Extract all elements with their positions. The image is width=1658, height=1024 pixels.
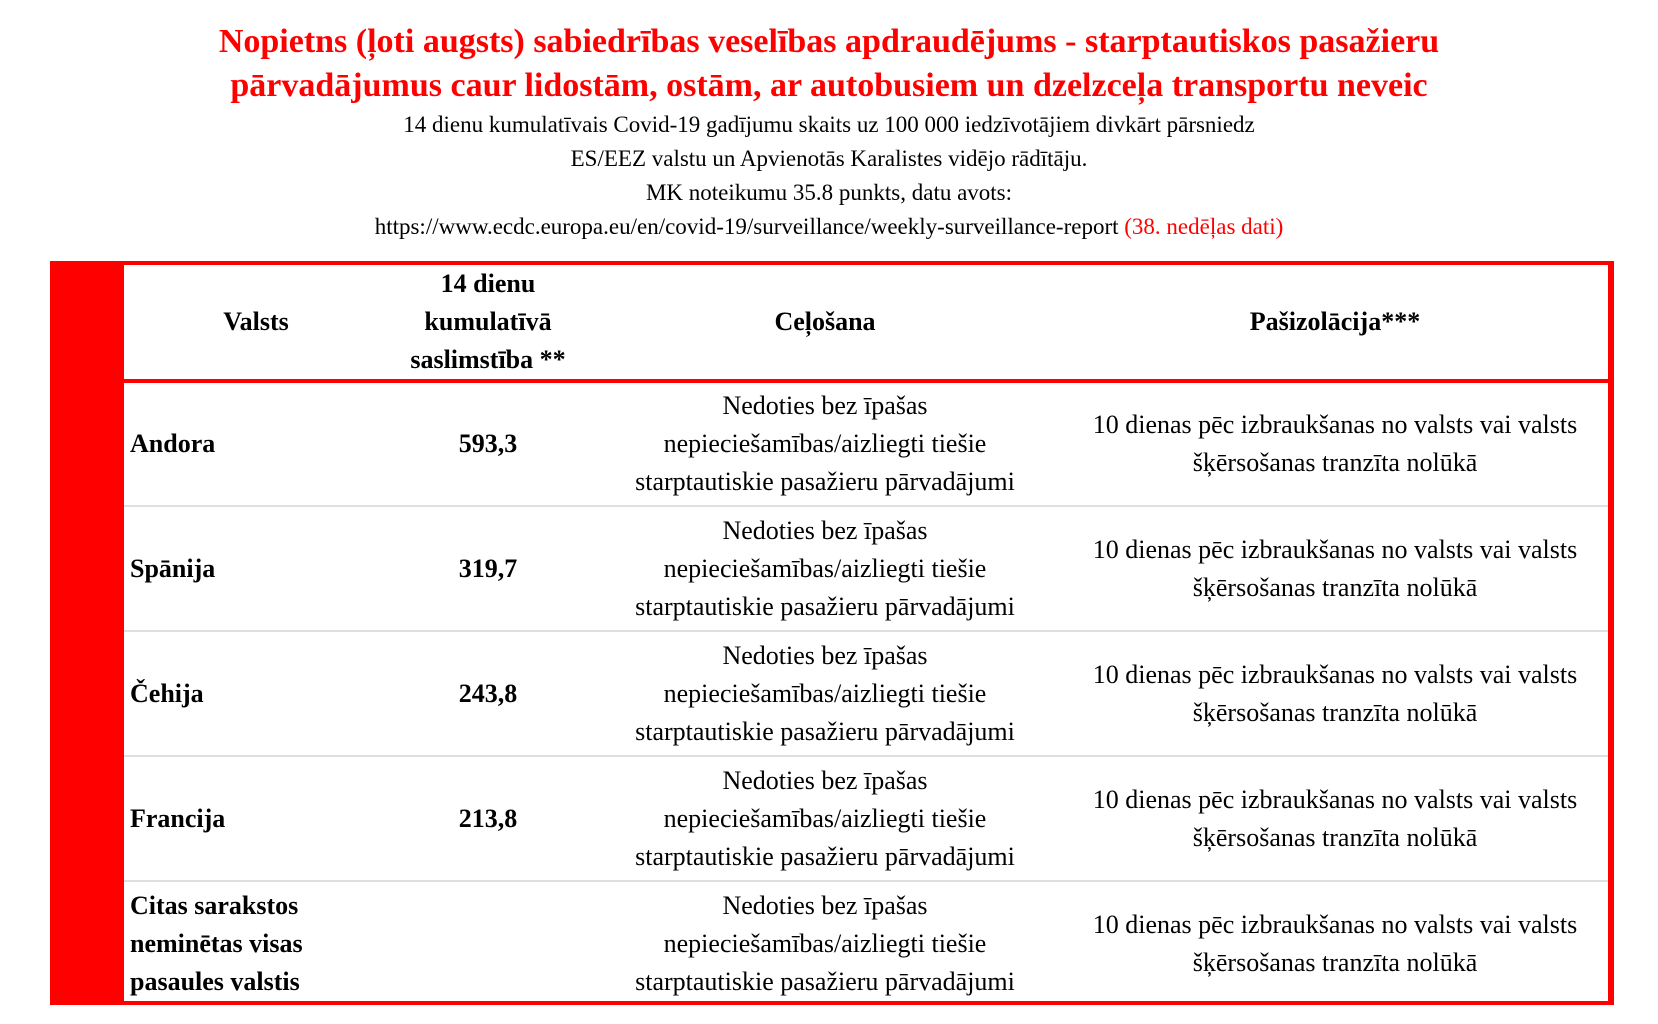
table-container xyxy=(124,265,1608,1001)
table-header-row xyxy=(124,265,1608,381)
travel-cell: Nedoties bez īpašas nepieciešamības/aizliegti tiešie starptautiskie pasažieru pārvadājumi xyxy=(588,881,1062,1006)
incidence-cell: 213,8 xyxy=(388,756,588,881)
travel-cell: Nedoties bez īpašas nepieciešamības/aizliegti tiešie starptautiskie pasažieru pārvadājumi xyxy=(635,391,1015,496)
travel-cell: Nedoties bez īpašas nepieciešamības/aizliegti tiešie starptautiskie pasažieru pārvadājumi xyxy=(588,756,1062,881)
subtitle-line-3: MK noteikumu 35.8 punkts, datu avots: xyxy=(645,180,1013,205)
table-row xyxy=(124,881,1608,1006)
country-cell: Spānija xyxy=(124,506,388,631)
page-title-line-1: Nopietns (ļoti augsts) sabiedrības veselības apdraudējums - starptautiskos pasažieru xyxy=(218,23,1440,60)
incidence-cell xyxy=(388,881,588,1006)
subtitle-line-1: 14 dienu kumulatīvais Covid-19 gadījumu skaits uz 100 000 iedzīvotājiem divkārt pārsniedz xyxy=(403,112,1255,137)
page-title-line-2: pārvadājumus caur lidostām, ostām, ar autobusiem un dzelzceļa transportu neveic xyxy=(230,67,1428,104)
header-country: Valsts xyxy=(124,265,388,381)
country-cell: Francija xyxy=(124,756,388,881)
travel-cell: Nedoties bez īpašas nepieciešamības/aizliegti tiešie starptautiskie pasažieru pārvadājumi xyxy=(588,506,1062,631)
table-row xyxy=(124,506,1608,631)
table-row xyxy=(124,381,1608,506)
page-header xyxy=(0,20,1658,244)
isolation-cell: 10 dienas pēc izbraukšanas no valsts vai valsts šķērsošanas tranzīta nolūkā xyxy=(1062,506,1608,631)
source-line xyxy=(0,210,1658,244)
header-isolation: Pašizolācija*** xyxy=(1062,265,1608,381)
country-cell: Čehija xyxy=(124,631,388,756)
table-row xyxy=(124,756,1608,881)
header-incidence: 14 dienu kumulatīvā saslimstība ** xyxy=(388,265,588,381)
incidence-cell: 243,8 xyxy=(388,631,588,756)
travel-cell: Nedoties bez īpašas nepieciešamības/aizliegti tiešie starptautiskie pasažieru pārvadājumi xyxy=(588,631,1062,756)
isolation-cell: 10 dienas pēc izbraukšanas no valsts vai valsts šķērsošanas tranzīta nolūkā xyxy=(1062,756,1608,881)
travel-restrictions-table xyxy=(124,265,1608,1006)
source-week-note: (38. nedēļas dati) xyxy=(1124,214,1284,239)
isolation-cell: 10 dienas pēc izbraukšanas no valsts vai valsts šķērsošanas tranzīta nolūkā xyxy=(1092,410,1578,477)
subtitle-line-2: ES/EEZ valstu un Apvienotās Karalistes vidējo rādītāju. xyxy=(570,146,1088,171)
incidence-cell: 593,3 xyxy=(458,429,518,458)
isolation-cell: 10 dienas pēc izbraukšanas no valsts vai valsts šķērsošanas tranzīta nolūkā xyxy=(1062,631,1608,756)
country-cell: Andora xyxy=(130,429,216,458)
header-travel: Ceļošana xyxy=(588,265,1062,381)
incidence-cell: 319,7 xyxy=(388,506,588,631)
table-row xyxy=(124,631,1608,756)
country-cell: Citas sarakstos neminētas visas pasaules valstis xyxy=(124,881,388,1006)
isolation-cell: 10 dienas pēc izbraukšanas no valsts vai valsts šķērsošanas tranzīta nolūkā xyxy=(1062,881,1608,1006)
source-url: https://www.ecdc.europa.eu/en/covid-19/surveillance/weekly-surveillance-report xyxy=(374,214,1119,239)
